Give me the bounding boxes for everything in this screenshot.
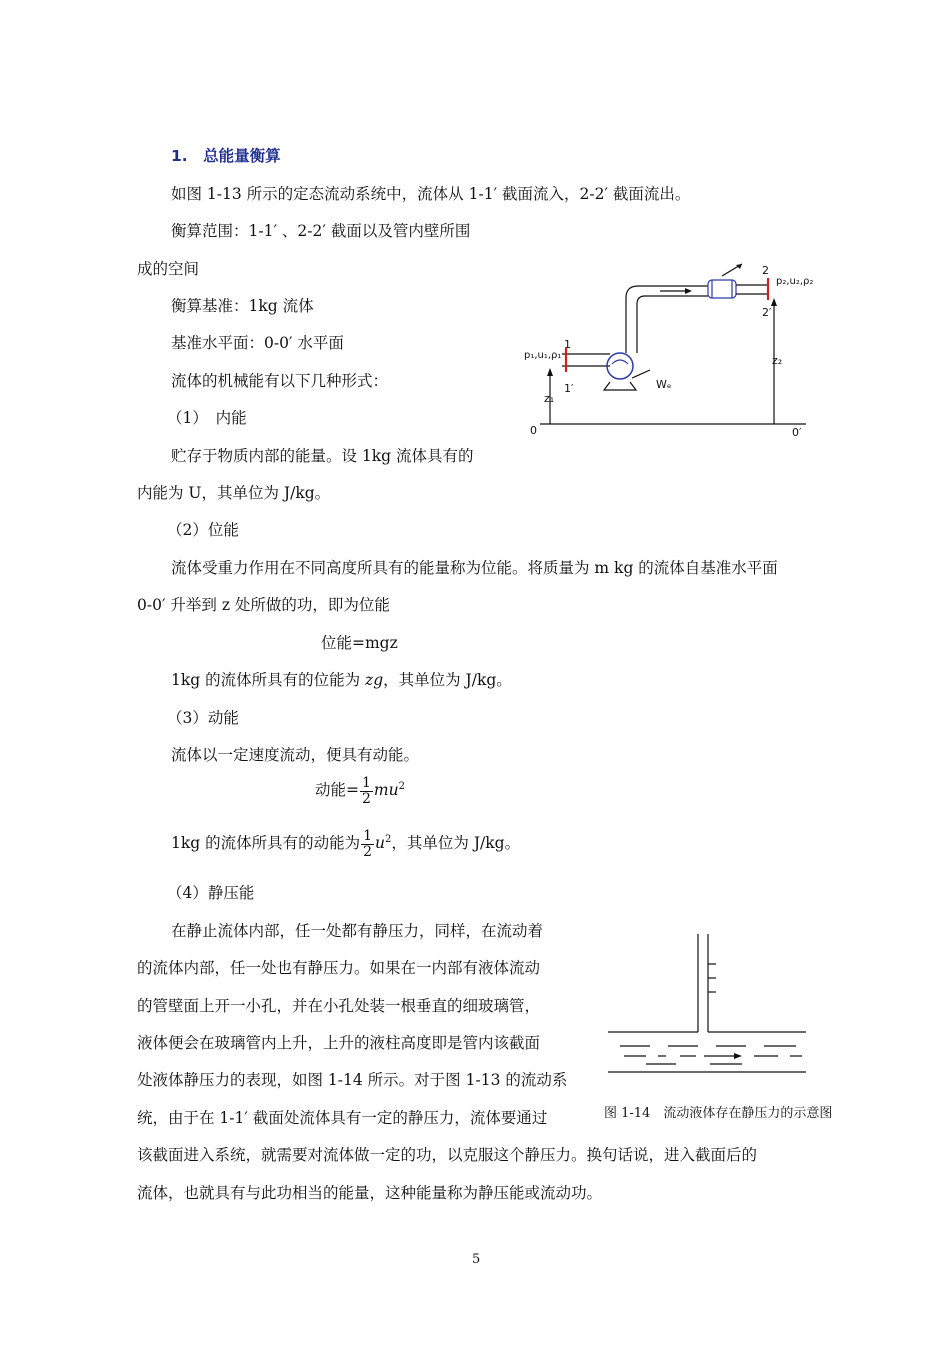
kinetic-line-1: 流体以一定速度流动，便具有动能。 <box>171 746 420 764</box>
fig13-label-1: 1 <box>564 338 571 351</box>
kinetic-unit-text-a: 1kg 的流体所具有的动能为 <box>171 834 361 852</box>
page-number: 5 <box>472 1252 481 1267</box>
figure-1-14-static-pressure <box>606 928 810 1074</box>
static-line-3: 的管壁面上开一小孔，并在小孔处装一根垂直的细玻璃管， <box>137 997 541 1015</box>
potential-unit-text-a: 1kg 的流体所具有的位能为 <box>171 671 366 689</box>
datum-line: 基准水平面：0-0′ 水平面 <box>171 334 344 352</box>
static-line-5: 处液体静压力的表现，如图 1-14 所示。对于图 1-13 的流动系 <box>137 1071 568 1089</box>
fig13-label-p2: p₂,u₂,ρ₂ <box>776 276 814 287</box>
kinetic-fraction-den: 2 <box>362 790 371 807</box>
basis-line: 衡算基准：1kg 流体 <box>171 297 314 315</box>
fig13-label-0prime: 0′ <box>792 426 802 439</box>
figure-1-13-flow-system <box>520 258 830 443</box>
kinetic-unit-line <box>171 828 520 860</box>
kinetic-unit-fraction-den: 2 <box>363 843 373 860</box>
kinetic-formula-exp: 2 <box>398 780 405 792</box>
static-line-8: 流体，也就具有与此功相当的能量，这种能量称为静压能或流动功。 <box>137 1184 603 1202</box>
kinetic-unit-text-b: ，其单位为 J/kg。 <box>391 834 521 852</box>
kinetic-formula-label: 动能= <box>315 781 359 799</box>
potential-unit-line <box>171 670 512 690</box>
fig13-label-1prime: 1′ <box>564 382 574 395</box>
static-line-7: 该截面进入系统，就需要对流体做一定的功，以克服这个静压力。换句话说，进入截面后的 <box>137 1146 758 1164</box>
section-heading: 1. 总能量衡算 <box>171 147 281 165</box>
fig13-label-we: Wₑ <box>656 378 672 391</box>
item-static-pressure-energy: （4）静压能 <box>167 884 255 902</box>
static-line-4: 液体便会在玻璃管内上升，上升的液柱高度即是管内该截面 <box>137 1034 541 1052</box>
fig13-label-0: 0 <box>530 424 537 437</box>
fig13-label-z2: z₂ <box>772 354 783 367</box>
potential-line-1: 流体受重力作用在不同高度所具有的能量称为位能。将质量为 m kg 的流体自基准水平面 <box>171 559 778 577</box>
kinetic-fraction-num: 1 <box>362 774 371 791</box>
forms-line: 流体的机械能有以下几种形式： <box>171 372 389 390</box>
kinetic-unit-fraction <box>361 829 374 860</box>
internal-line-1: 贮存于物质内部的能量。设 1kg 流体具有的 <box>171 447 474 465</box>
potential-unit-text-b: ，其单位为 J/kg。 <box>383 671 512 689</box>
kinetic-unit-fraction-num: 1 <box>363 827 373 844</box>
kinetic-unit-exp: 2 <box>385 833 392 845</box>
static-line-6: 统，由于在 1-1′ 截面处流体具有一定的静压力，流体要通过 <box>137 1109 548 1127</box>
fig13-label-2prime: 2′ <box>762 306 772 319</box>
item-internal-energy: （1） 内能 <box>167 409 247 427</box>
figure-1-14-caption: 图 1-14 流动液体存在静压力的示意图 <box>604 1106 833 1121</box>
scope-line-2: 成的空间 <box>137 260 200 278</box>
static-line-1: 在静止流体内部，任一处都有静压力，同样，在流动着 <box>171 922 544 940</box>
scope-line-1: 衡算范围：1-1′ 、2-2′ 截面以及管内壁所围 <box>171 222 471 240</box>
kinetic-unit-var: u <box>375 834 386 852</box>
kinetic-formula-var: mu <box>373 781 399 799</box>
potential-formula: 位能=mgz <box>321 634 398 652</box>
fig13-label-p1: p₁,u₁,ρ₁ <box>524 350 562 361</box>
item-kinetic-energy: （3）动能 <box>167 709 239 727</box>
fig13-label-2: 2 <box>762 264 769 277</box>
kinetic-fraction <box>360 776 373 807</box>
internal-line-2: 内能为 U，其单位为 J/kg。 <box>137 484 331 502</box>
potential-line-2: 0-0′ 升举到 z 处所做的功，即为位能 <box>137 596 390 614</box>
potential-unit-var: zg <box>365 671 384 689</box>
static-line-2: 的流体内部，任一处也有静压力。如果在一内部有液体流动 <box>137 959 541 977</box>
item-potential-energy: （2）位能 <box>167 521 239 539</box>
intro-line: 如图 1-13 所示的定态流动系统中，流体从 1-1′ 截面流入，2-2′ 截面流出。 <box>171 185 691 203</box>
fig13-label-z1: z₁ <box>544 392 555 405</box>
kinetic-formula <box>315 775 405 807</box>
